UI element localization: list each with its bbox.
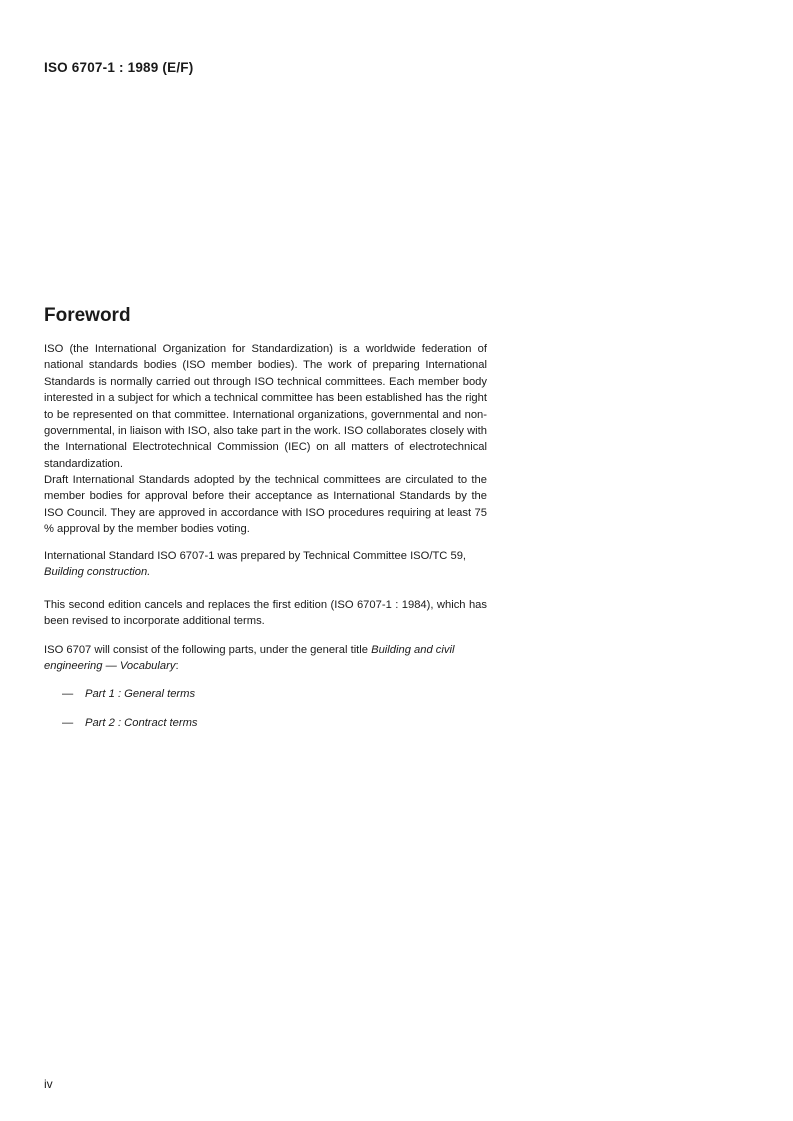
page-title: Foreword <box>44 305 131 326</box>
list-dash: — <box>62 717 74 729</box>
parts-intro-text: ISO 6707 will consist of the following parts, under the general title <box>44 644 368 656</box>
list-item <box>62 686 198 702</box>
list-dash: — <box>62 688 74 700</box>
prepared-by-text: International Standard ISO 6707-1 was prepared by Technical Committee ISO/TC 59, <box>44 550 467 562</box>
parts-intro-end: : <box>175 660 179 673</box>
paragraph-parts-intro <box>44 642 487 675</box>
committee-name: Building construction. <box>44 566 151 579</box>
page-number: iv <box>44 1077 53 1091</box>
paragraph-draft-standards: Draft International Standards adopted by the technical committees are circulated to the member bodies for approval before their acceptance as International Standards by the ISO Council. They are approved in accordance with ISO procedures requiring at least 75 % approval by the member bodies voting. <box>44 474 487 536</box>
part-label: Part 2 : Contract terms <box>85 717 198 729</box>
foreword-body <box>44 341 487 673</box>
paragraph-iso-description: ISO (the International Organization for Standardization) is a worldwide federation of national standards bodies (ISO member bodies). The work of preparing International Standards is normally carried out through ISO technical committees. Each member body interested in a subject for which a technical committee has been established has the right to be represented on that committee. International organizations, governmental and non-governmental, in liaison with ISO, also take part in the work. ISO collaborates closely with the International Electrotechnical Commission (IEC) on all matters of electrotechnical standardization. <box>44 343 487 470</box>
document-header: ISO 6707-1 : 1989 (E/F) <box>44 60 194 75</box>
paragraph-prepared-by <box>44 548 487 581</box>
parts-list <box>62 686 198 731</box>
paragraph-second-edition: This second edition cancels and replaces the first edition (ISO 6707-1 : 1984), which has been revised to incorporate additional terms. <box>44 599 487 628</box>
list-item <box>62 715 198 731</box>
part-label: Part 1 : General terms <box>85 688 196 700</box>
general-title: Building and civil engineering — Vocabulary <box>44 644 455 673</box>
